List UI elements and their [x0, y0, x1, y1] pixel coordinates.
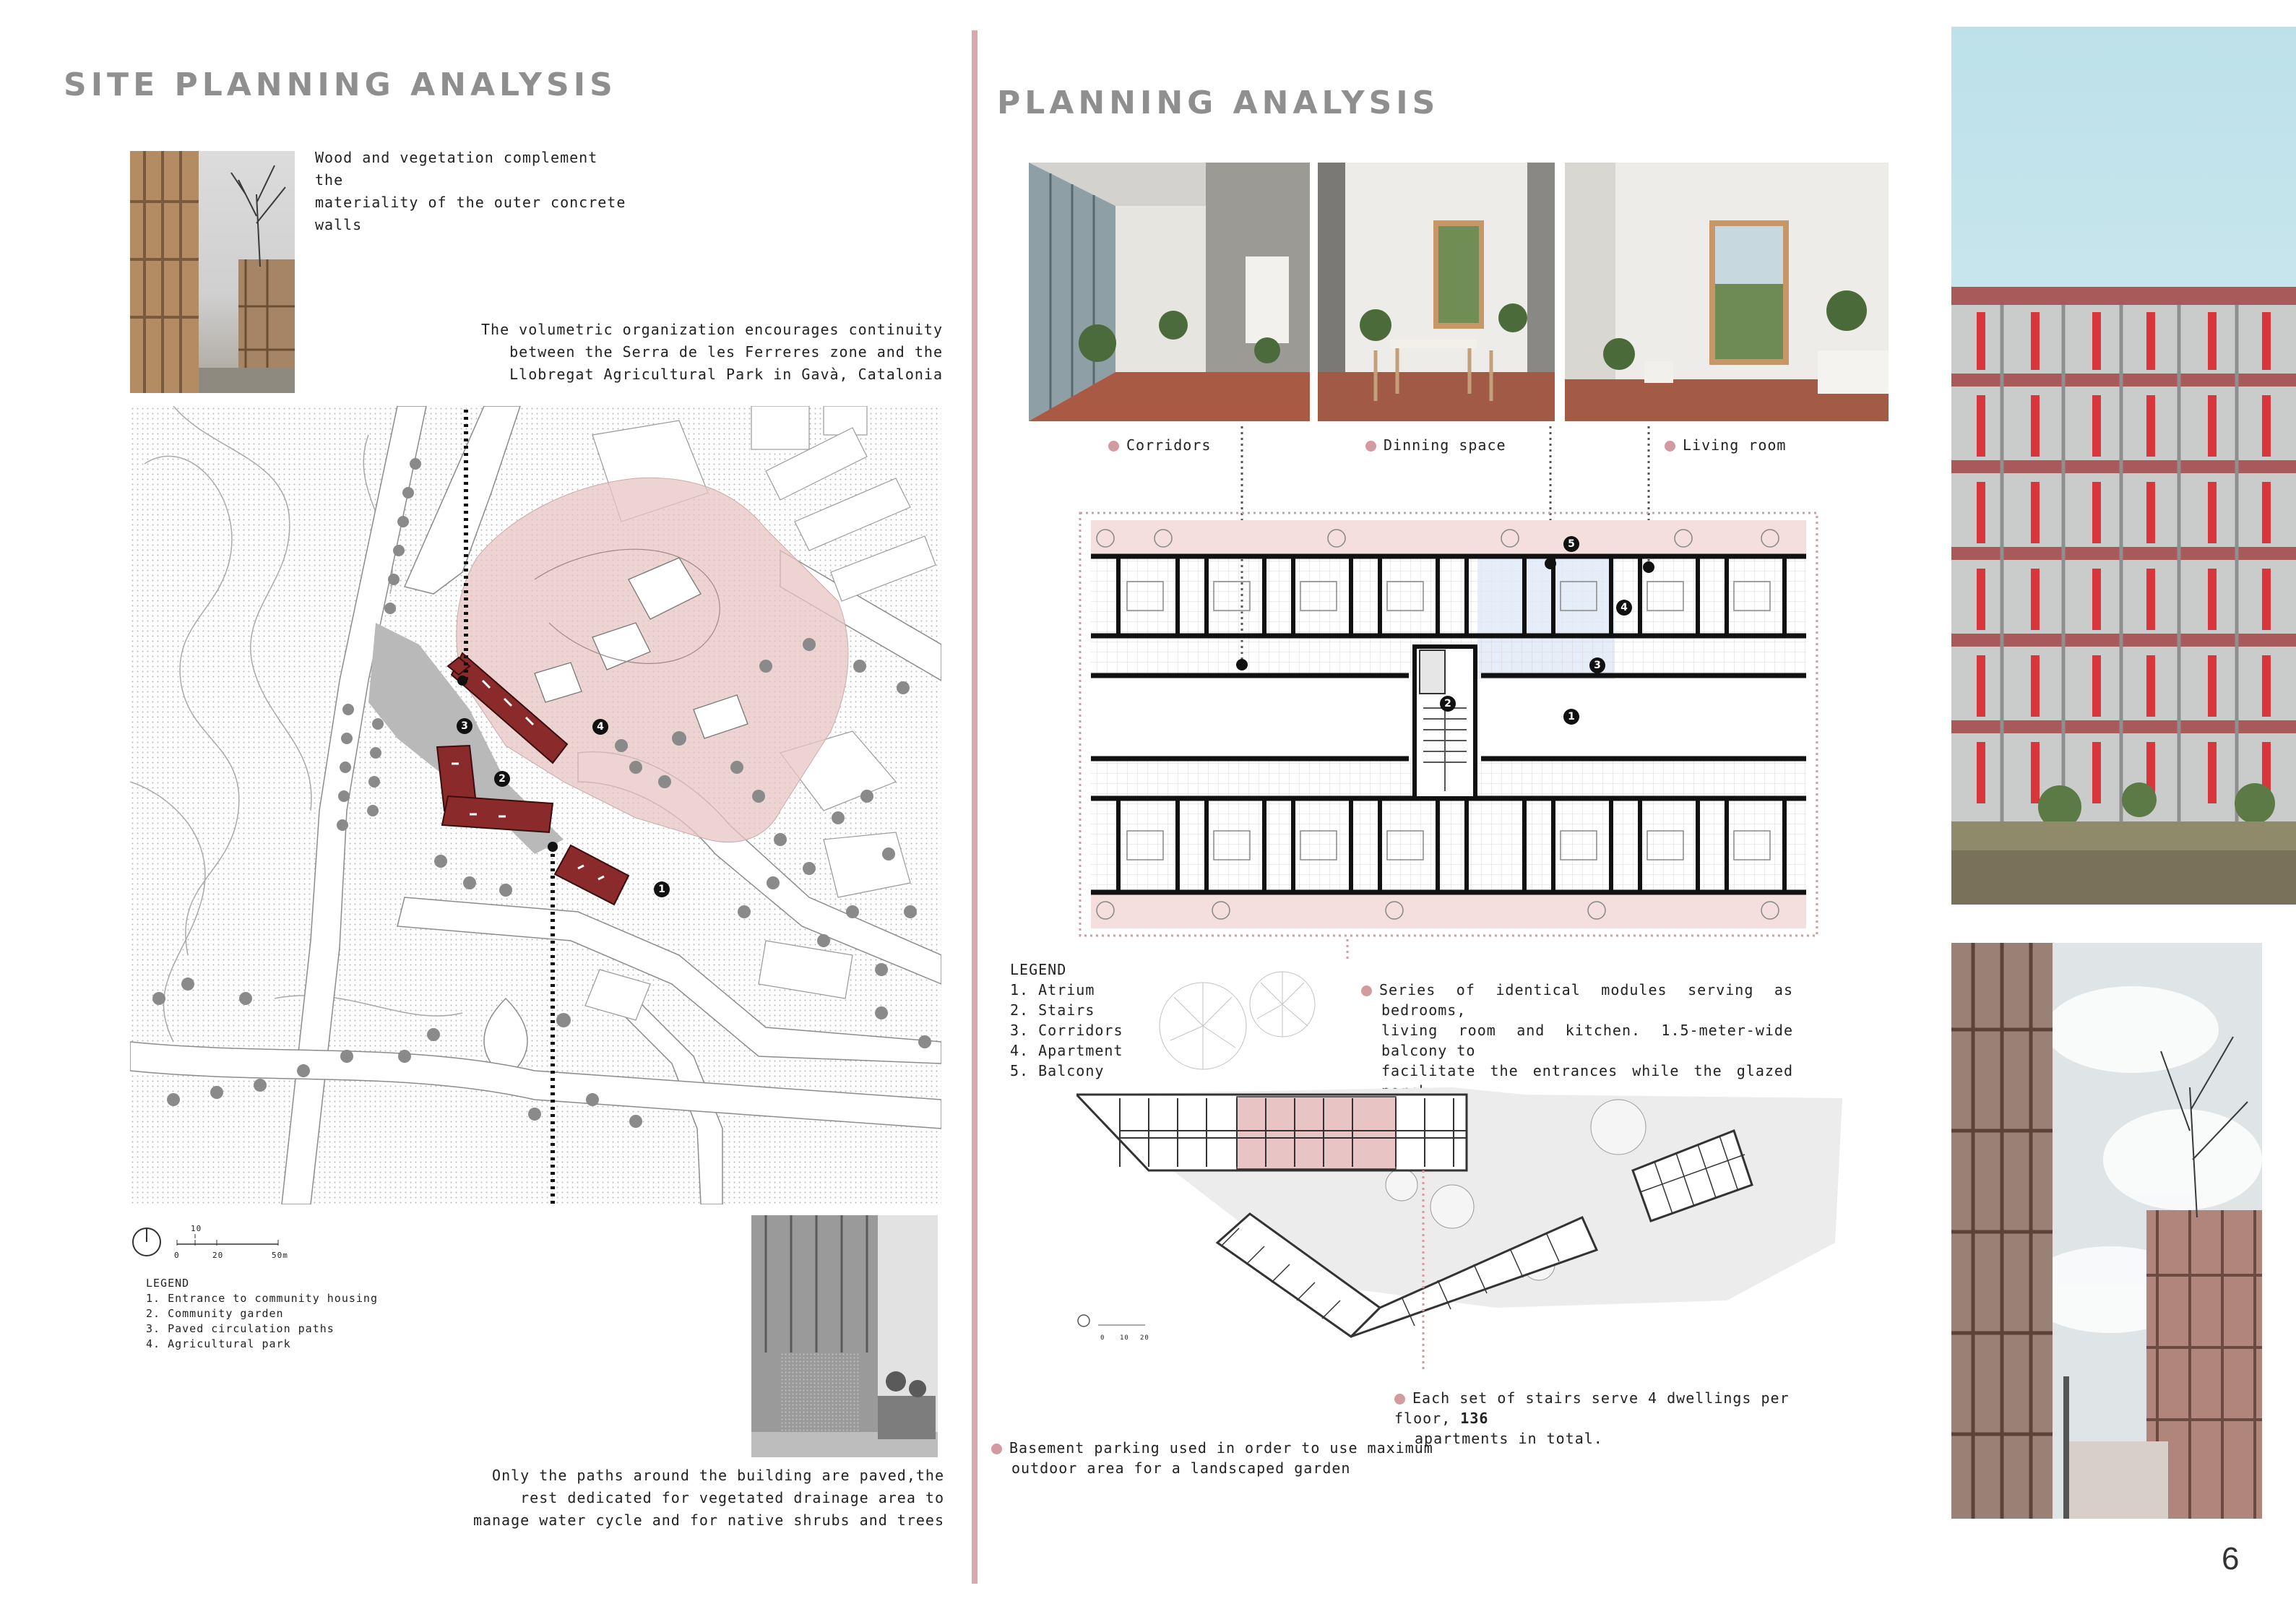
page-divider: [972, 30, 977, 1584]
scale-tick-20: 20: [212, 1251, 224, 1260]
site-marker-4: 4: [592, 719, 608, 735]
plan-marker-2: 2: [1440, 696, 1456, 712]
label-living: Living room: [1665, 434, 1786, 457]
planning-title: PLANNING ANALYSIS: [997, 85, 1440, 121]
caption-wood: Wood and vegetation complement the materiality of the outer concrete walls: [315, 149, 626, 233]
mini-scale-20: 20: [1140, 1334, 1149, 1342]
dining-photo: [1318, 163, 1555, 421]
balcony-photo: [1951, 943, 2262, 1519]
facade-photo: [1951, 27, 2296, 905]
scale-tick-10: 10: [191, 1224, 202, 1233]
caption-basement: Basement parking used in order to use maximum outdoor area for a landscaped garden: [991, 1438, 1483, 1478]
scale-tick-0: 0: [174, 1251, 180, 1260]
site-marker-2: 2: [494, 771, 510, 787]
bullet-icon: [991, 1444, 1002, 1454]
plan-marker-3: 3: [1589, 657, 1605, 673]
site-marker-3: 3: [457, 718, 472, 734]
label-dining: Dinning space: [1365, 434, 1506, 457]
mini-scale-0: 0: [1100, 1334, 1105, 1342]
site-plan: [130, 406, 941, 1204]
bullet-icon: [1394, 1394, 1405, 1405]
mini-scale-10: 10: [1120, 1334, 1129, 1342]
living-photo: [1565, 163, 1889, 421]
caption-modules: Series of identical modules serving as bedrooms, living room and kitchen. 1.5-meter-wide balcony to facilitate the entrances while the glazed: [1381, 980, 1793, 1142]
plan-marker-4: 4: [1616, 600, 1632, 616]
scale-tick-50: 50m: [272, 1251, 288, 1260]
north-arrow-icon: [131, 1227, 162, 1257]
floor-plan: [1076, 419, 1824, 961]
tower-photo: [751, 1215, 938, 1457]
label-corridors: Corridors: [1108, 434, 1211, 457]
building-site-plan: [1076, 968, 1842, 1373]
wood-photo: [130, 151, 295, 393]
site-legend: LEGEND 1. Entrance to community housing 2. Community garden 3. Paved circulation paths 4. Agricultural park: [146, 1277, 378, 1350]
page-number: 6: [2222, 1541, 2240, 1576]
corridor-photo: [1029, 163, 1310, 421]
site-planning-title: SITE PLANNING ANALYSIS: [64, 66, 617, 103]
plan-marker-1: 1: [1563, 709, 1579, 725]
caption-stairs: Each set of stairs serve 4 dwellings per floor, 136 apartments in total.: [1394, 1389, 1790, 1447]
site-marker-1: 1: [654, 881, 670, 897]
caption-paths: Only the paths around the building are paved,the rest dedicated for vegetated drainage area to manage water cycle and for native shrubs and trees: [472, 1467, 944, 1529]
caption-volumetric: The volumetric organization encourages continuity between the Serra de les Ferreres zone and the Llobregat Agricultural Park in Gavà, Catalonia: [480, 321, 943, 383]
plan-legend: LEGEND 1. Atrium 2. Stairs 3. Corridors 4. Apartment 5. Balcony: [1010, 961, 1123, 1079]
plan-marker-5: 5: [1563, 536, 1579, 552]
